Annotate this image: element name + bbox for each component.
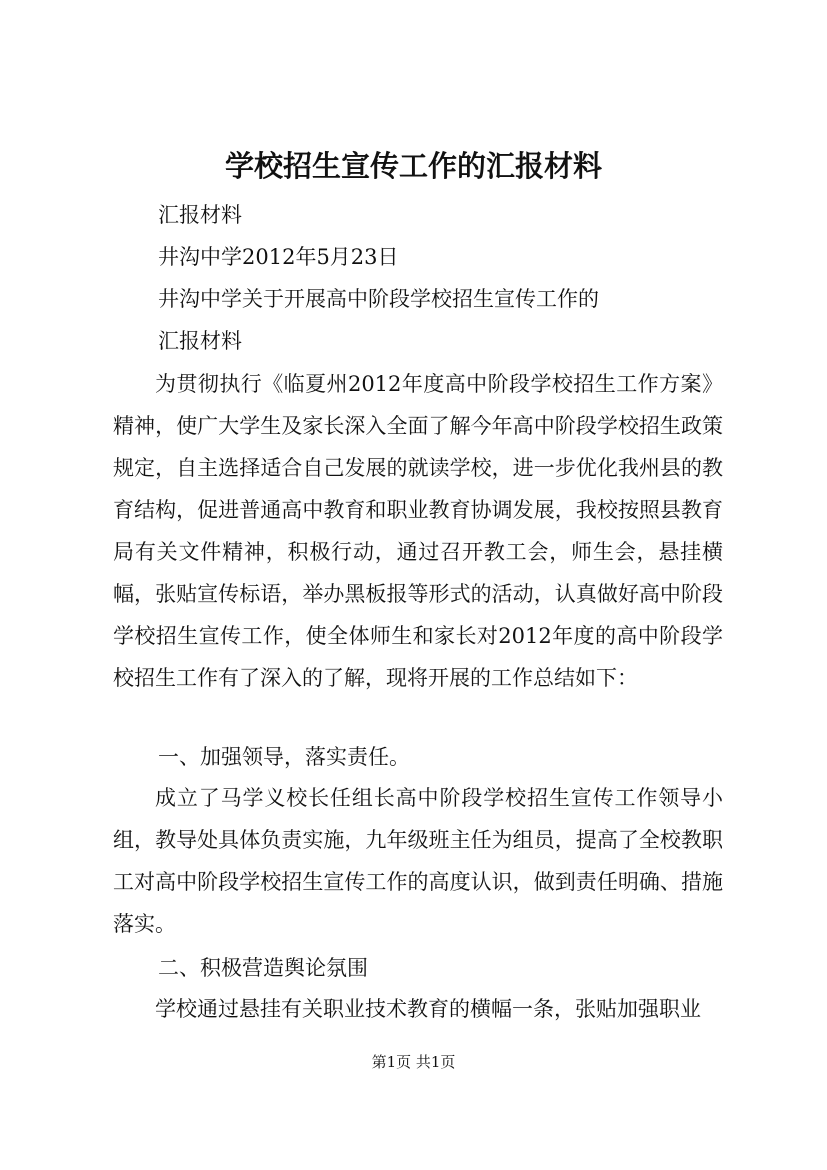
section-heading-2: 二、积极营造舆论氛围 (158, 956, 368, 980)
body-paragraph-2: 成立了马学义校长任组长高中阶段学校招生宣传工作领导小组，教导处具体负责实施，九年级班主任为组员，提高了全校教职工对高中阶段学校招生宣传工作的高度认识，做到责任明确、措施落实。 (113, 786, 723, 936)
subtitle-line-3: 井沟中学关于开展高中阶段学校招生宣传工作的 (158, 287, 599, 311)
document-title: 学校招生宣传工作的汇报材料 (224, 149, 602, 183)
page-footer: 第1页 共1页 (371, 1053, 456, 1071)
section-heading-1: 一、加强领导，落实责任。 (158, 745, 410, 769)
subtitle-line-1: 汇报材料 (158, 203, 242, 227)
subtitle-line-4: 汇报材料 (158, 329, 242, 353)
date-line: 井沟中学2012年5月23日 (158, 245, 399, 269)
body-paragraph-3: 学校通过悬挂有关职业技术教育的横幅一条，张贴加强职业 (155, 997, 701, 1021)
body-paragraph-1: 为贯彻执行《临夏州2012年度高中阶段学校招生工作方案》精神，使广大学生及家长深入全面了解今年高中阶段学校招生政策规定，自主选择适合自己发展的就读学校，进一步优化我州县的教育结构，促进普通高中教育和职业教育协调发展，我校按照县教育局有关文件精神，积极行动，通过召开教工会，师生会，悬挂横幅，张贴宣传标语，举办黑板报等形式的活动，认真做好高中阶段学校招生宣传工作，使全体师生和家长对2012年度的高中阶段学校招生工作有了深入的了解，现将开展的工作总结如下： (113, 372, 723, 690)
